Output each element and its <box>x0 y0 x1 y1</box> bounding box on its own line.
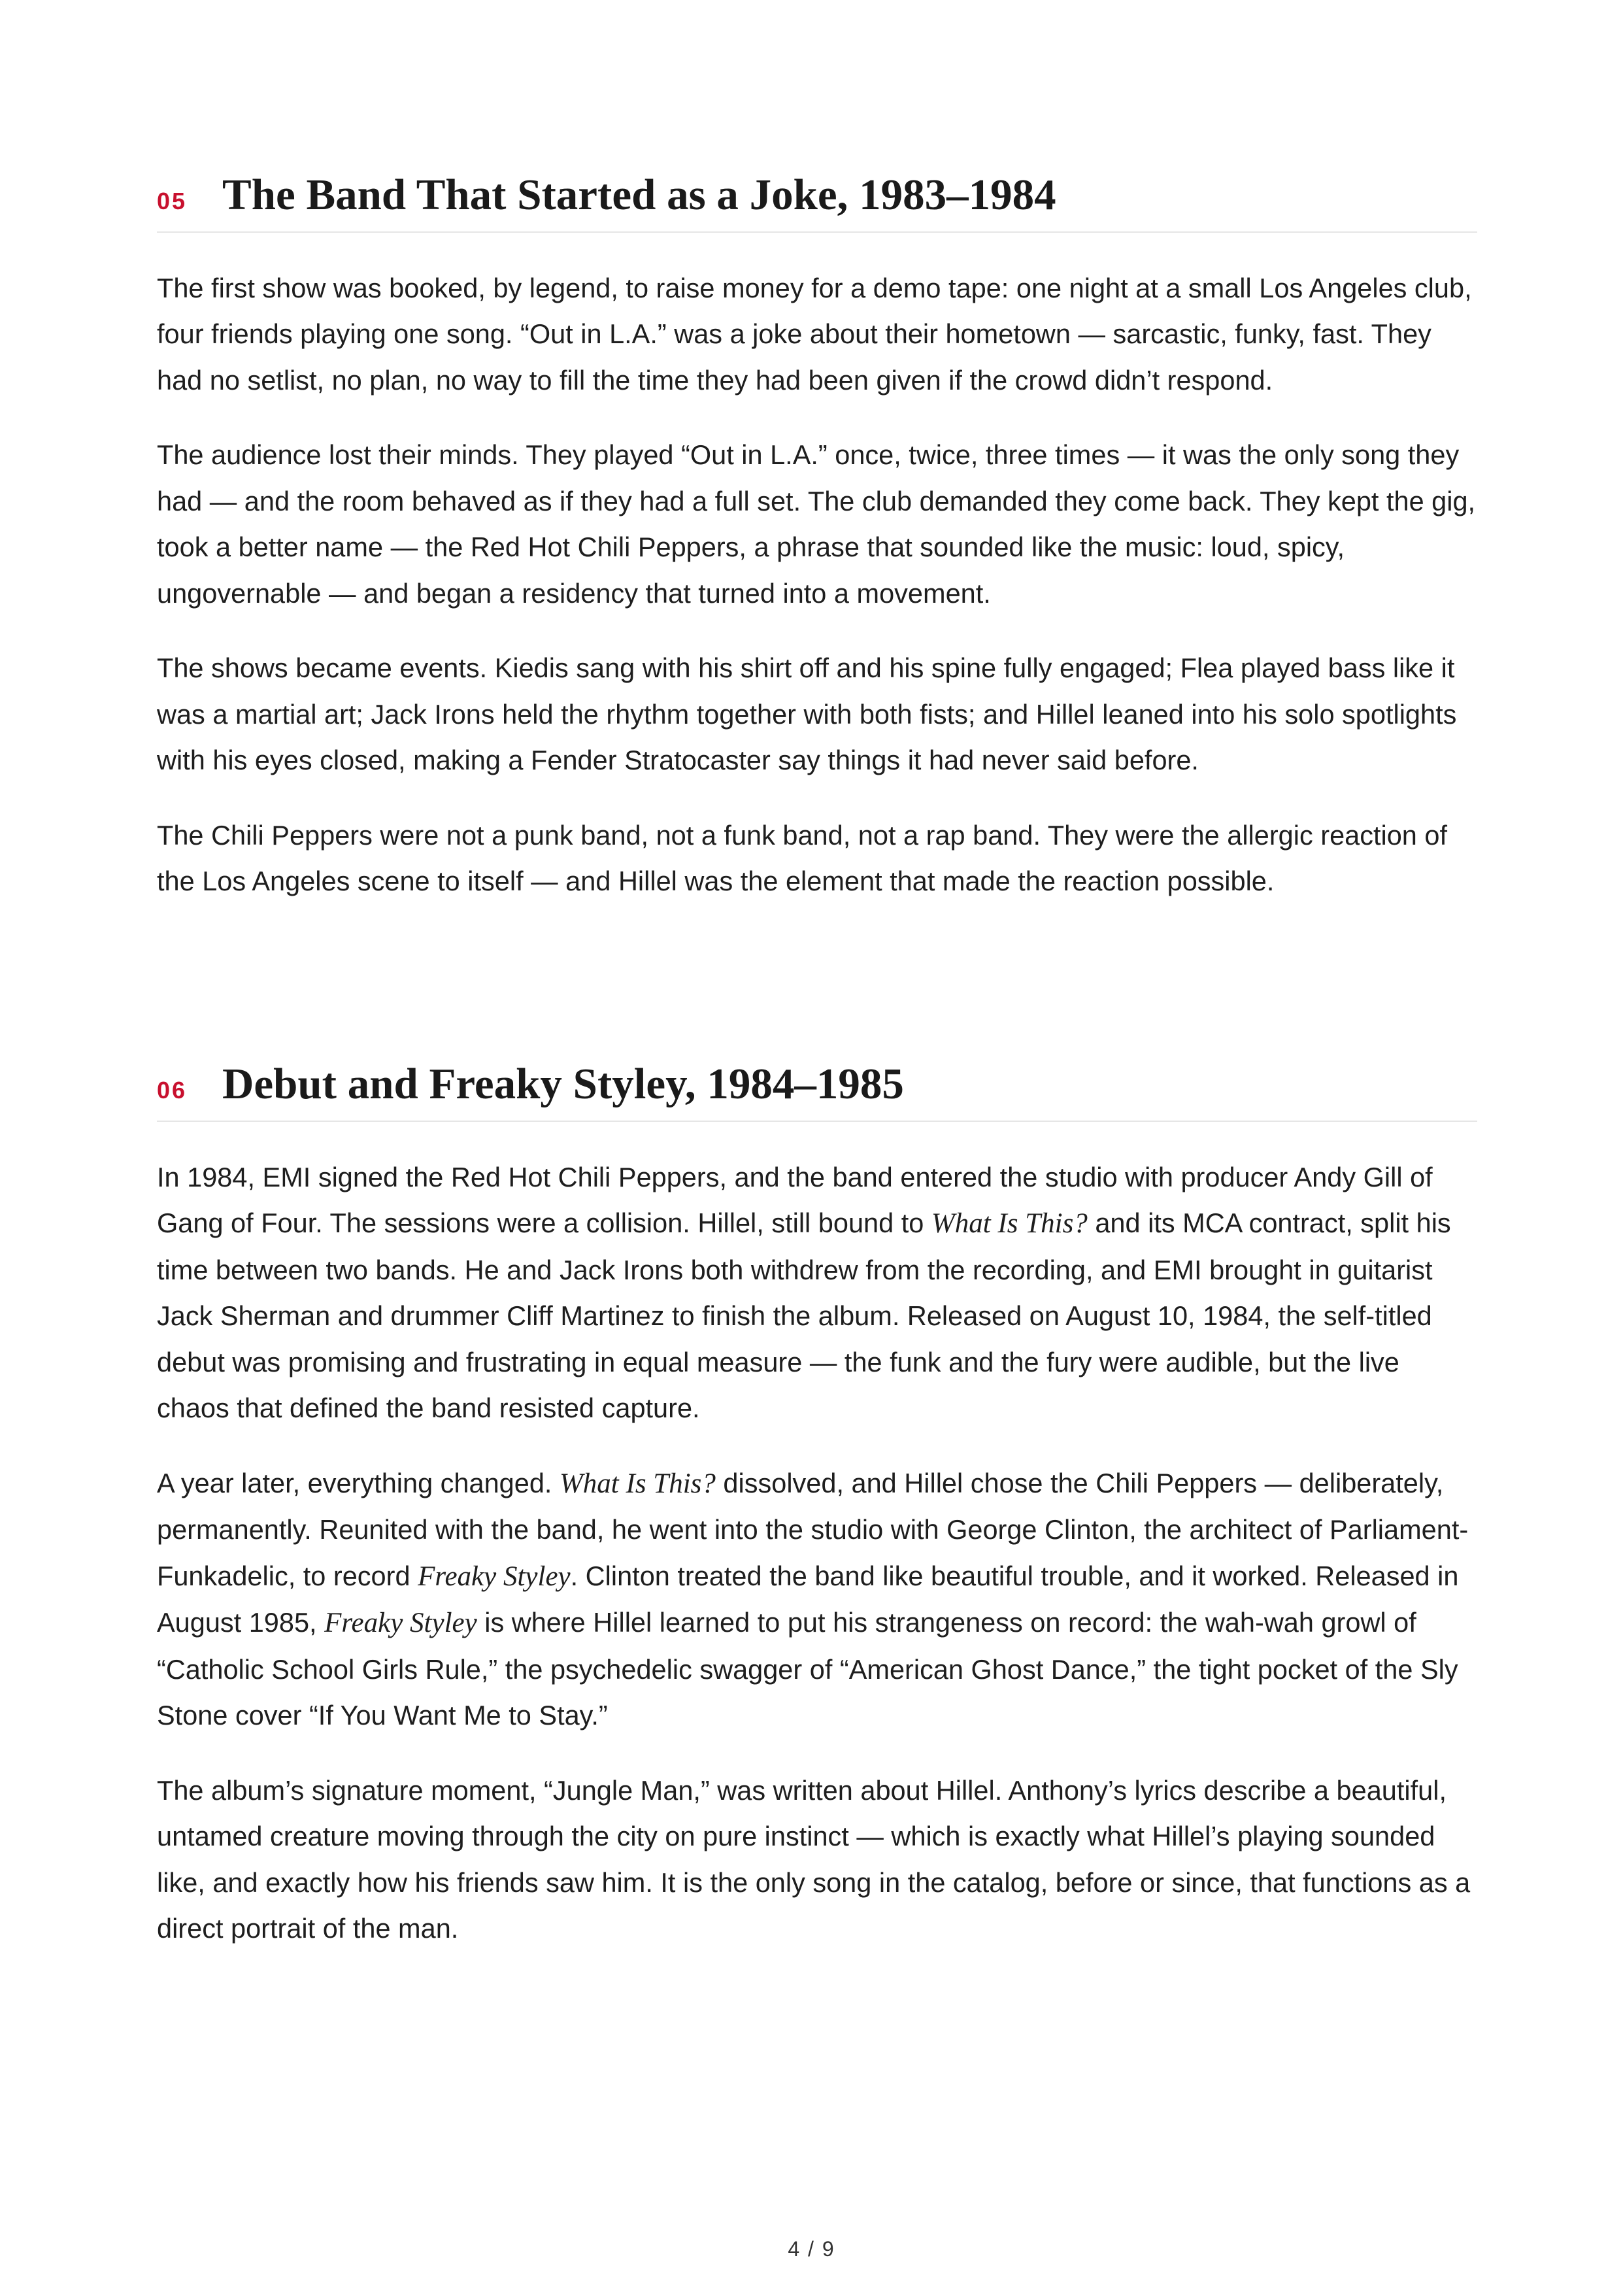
paragraph-text: In 1984, EMI signed the Red Hot Chili Peppers, and the band entered the studio with producer Andy Gill of Gang of Four. The sessions were a collision. Hillel, still bound to <box>157 1161 1433 1239</box>
paragraph-text: and its MCA contract, split his time between two bands. He and Jack Irons both withdrew from the recording, and EMI brought in guitarist Jack Sherman and drummer Cliff Martinez to finish the album. Released on August 10, 1984, the self-titled debut was promising and frustrating in equal measure — the funk and the fury were audible, but the live chaos that defined the band resisted capture. <box>157 1207 1451 1424</box>
section-body <box>157 1155 1477 1952</box>
paragraph: The audience lost their minds. They played “Out in L.A.” once, twice, three times — it was the only song they had — and the room behaved as if they had a full set. The club demanded they come back. They kept the gig, took a better name — the Red Hot Chili Peppers, a phrase that sounded like the music: loud, spicy, ungovernable — and began a residency that turned into a movement. <box>157 439 1476 609</box>
paragraph <box>157 1155 1477 1432</box>
album-title-italic: Freaky Styley <box>324 1608 477 1639</box>
album-title-italic: Freaky Styley <box>418 1561 571 1592</box>
section-05 <box>157 171 1477 905</box>
section-header <box>157 171 1477 233</box>
section-title: The Band That Started as a Joke, 1983–1984 <box>222 171 1056 219</box>
paragraph: The shows became events. Kiedis sang with his shirt off and his spine fully engaged; Flea played bass like it was a martial art; Jack Irons held the rhythm together with both fists; and Hillel leaned into his solo spotlights with his eyes closed, making a Fender Stratocaster say things it had never said before. <box>157 652 1457 776</box>
section-title: Debut and Freaky Styley, 1984–1985 <box>222 1060 904 1108</box>
paragraph-text: . Clinton treated the band like beautiful trouble, and it worked. Released in August 1985, <box>157 1560 1459 1638</box>
paragraph <box>157 1460 1477 1739</box>
section-number: 06 <box>157 1077 188 1104</box>
paragraph: The album’s signature moment, “Jungle Man,” was written about Hillel. Anthony’s lyrics describe a beautiful, untamed creature moving through the city on pure instinct — which is exactly what Hillel’s playing sounded like, and exactly how his friends saw him. It is the only song in the catalog, before or since, that functions as a direct portrait of the man. <box>157 1774 1471 1944</box>
section-header <box>157 1060 1477 1122</box>
paragraph-text: dissolved, and Hillel chose the Chili Peppers — deliberately, permanently. Reunited with the band, he went into the studio with George Clinton, the architect of Parliament-Funkadelic, to record <box>157 1467 1469 1591</box>
album-title-italic: What Is This? <box>931 1208 1088 1240</box>
page-number: 4 / 9 <box>788 2237 835 2261</box>
paragraph-text: is where Hillel learned to put his strangeness on record: the wah-wah growl of “Catholic School Girls Rule,” the psychedelic swagger of “American Ghost Dance,” the tight pocket of the Sly Stone cover “If You Want Me to Stay.” <box>157 1607 1458 1731</box>
album-title-italic: What Is This? <box>559 1468 716 1499</box>
section-06 <box>157 1060 1477 1952</box>
paragraph-text: A year later, everything changed. <box>157 1467 560 1498</box>
paragraph: The Chili Peppers were not a punk band, not a funk band, not a rap band. They were the allergic reaction of the Los Angeles scene to itself — and Hillel was the element that made the reaction possible. <box>157 819 1448 897</box>
paragraph: The first show was booked, by legend, to raise money for a demo tape: one night at a small Los Angeles club, four friends playing one song. “Out in L.A.” was a joke about their hometown — sarcastic, funky, fast. They had no setlist, no plan, no way to fill the time they had been given if the crowd didn’t respond. <box>157 272 1472 396</box>
section-number: 05 <box>157 188 188 214</box>
section-body <box>157 265 1477 905</box>
